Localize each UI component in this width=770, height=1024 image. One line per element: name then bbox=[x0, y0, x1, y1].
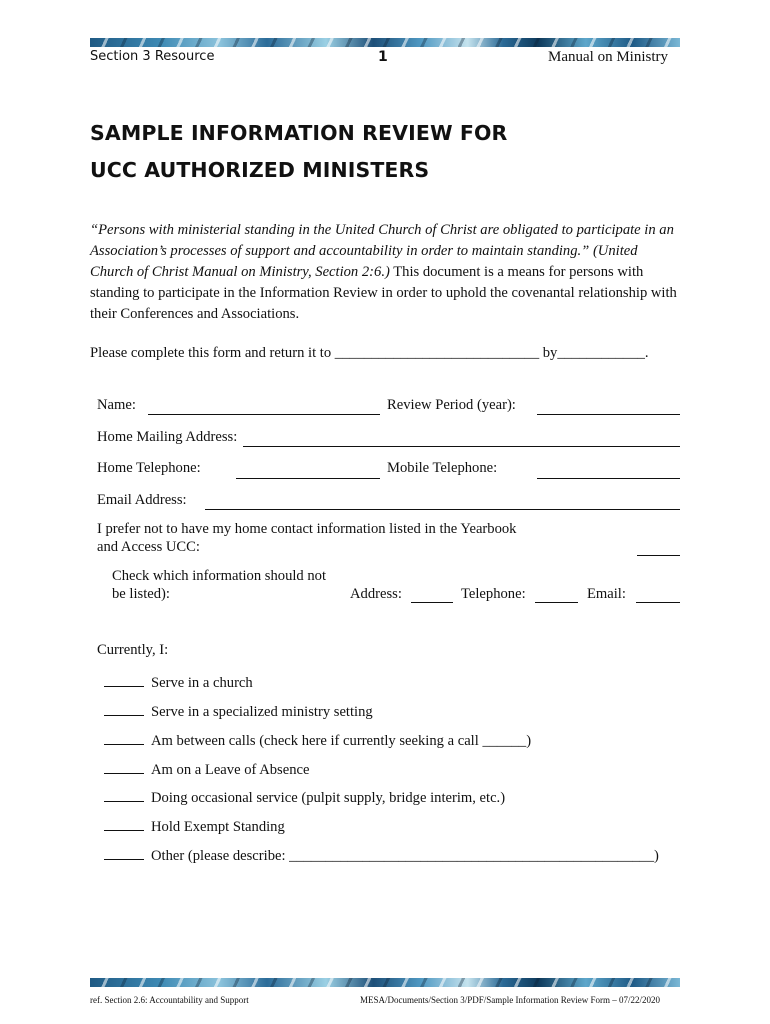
currently-label: Currently, I: bbox=[97, 642, 169, 658]
review-period-field[interactable] bbox=[537, 414, 680, 415]
email-label: Email Address: bbox=[97, 492, 187, 508]
status-option-label: Serve in a church bbox=[151, 675, 253, 691]
mobile-phone-label: Mobile Telephone: bbox=[387, 460, 498, 476]
return-instructions bbox=[90, 345, 680, 362]
header-section: Section 3 Resource bbox=[90, 49, 215, 64]
opt-telephone-checkbox[interactable] bbox=[535, 602, 578, 603]
email-field[interactable] bbox=[205, 509, 680, 510]
intro-quote: “Persons with ministerial standing in the United Church of Christ are obligated to participate in an Association’s processes of support and accountability in order to maintain standing.” (United Church of Christ Manual on Ministry, Section 2:6.) bbox=[90, 222, 674, 280]
opt-telephone-label: Telephone: bbox=[461, 586, 526, 602]
status-checkbox[interactable] bbox=[104, 816, 144, 831]
status-checkbox[interactable] bbox=[104, 787, 144, 802]
status-option-label: Am on a Leave of Absence bbox=[151, 762, 310, 778]
list-item bbox=[104, 845, 659, 865]
status-option-label: Doing occasional service (pulpit supply, bridge interim, etc.) bbox=[151, 790, 506, 806]
title-line-2: UCC AUTHORIZED MINISTERS bbox=[90, 158, 430, 182]
footer-reference: ref. Section 2.6: Accountability and Support bbox=[90, 995, 249, 1005]
mobile-phone-field[interactable] bbox=[537, 478, 680, 479]
page-number: 1 bbox=[378, 49, 388, 65]
status-option-label: Serve in a specialized ministry setting bbox=[151, 704, 373, 720]
status-checkbox[interactable] bbox=[104, 759, 144, 774]
opt-address-label: Address: bbox=[350, 586, 402, 602]
home-phone-label: Home Telephone: bbox=[97, 460, 201, 476]
home-address-field[interactable] bbox=[243, 446, 680, 447]
home-address-label: Home Mailing Address: bbox=[97, 429, 238, 445]
list-item bbox=[104, 759, 309, 779]
return-to-blank[interactable]: ____________________________ bbox=[334, 345, 540, 361]
opt-email-label: Email: bbox=[587, 586, 626, 602]
list-item bbox=[104, 787, 505, 807]
status-option-label: Hold Exempt Standing bbox=[151, 819, 285, 835]
check-which-line-1: Check which information should not bbox=[112, 568, 327, 584]
prefer-not-checkbox[interactable] bbox=[637, 555, 680, 556]
list-item bbox=[104, 701, 373, 721]
return-prefix: Please complete this form and return it to bbox=[90, 345, 335, 361]
list-item bbox=[104, 730, 531, 750]
header-decorative-band bbox=[90, 38, 680, 47]
return-by-label: by bbox=[539, 345, 558, 361]
footer-decorative-band bbox=[90, 978, 680, 987]
opt-email-checkbox[interactable] bbox=[636, 602, 680, 603]
status-checkbox[interactable] bbox=[104, 845, 144, 860]
page-title bbox=[90, 115, 507, 189]
intro-body: This document is a means for persons with standing to participate in the Information Review in order to uphold the covenantal relationship with their Conferences and Associations. bbox=[90, 264, 677, 322]
check-which-line-2: be listed): bbox=[112, 586, 170, 602]
name-label: Name: bbox=[97, 397, 136, 413]
title-line-1: SAMPLE INFORMATION REVIEW FOR bbox=[90, 121, 508, 145]
intro-paragraph bbox=[90, 220, 680, 325]
review-period-label: Review Period (year): bbox=[387, 397, 516, 413]
status-checkbox[interactable] bbox=[104, 672, 144, 687]
return-suffix: . bbox=[644, 345, 649, 361]
opt-address-checkbox[interactable] bbox=[411, 602, 453, 603]
list-item bbox=[104, 816, 285, 836]
status-checkbox[interactable] bbox=[104, 730, 144, 745]
status-checkbox[interactable] bbox=[104, 701, 144, 716]
name-field[interactable] bbox=[148, 414, 380, 415]
prefer-not-line-1: I prefer not to have my home contact information listed in the Yearbook bbox=[97, 521, 517, 537]
list-item bbox=[104, 672, 253, 692]
status-option-label: Other (please describe: __________________________________________________) bbox=[151, 848, 659, 864]
status-option-label: Am between calls (check here if currently seeking a call ______) bbox=[151, 733, 532, 749]
return-by-blank[interactable]: ____________ bbox=[557, 345, 645, 361]
prefer-not-line-2: and Access UCC: bbox=[97, 539, 200, 555]
header-manual: Manual on Ministry bbox=[548, 49, 668, 65]
home-phone-field[interactable] bbox=[236, 478, 380, 479]
footer-path: MESA/Documents/Section 3/PDF/Sample Information Review Form – 07/22/2020 bbox=[360, 995, 660, 1005]
